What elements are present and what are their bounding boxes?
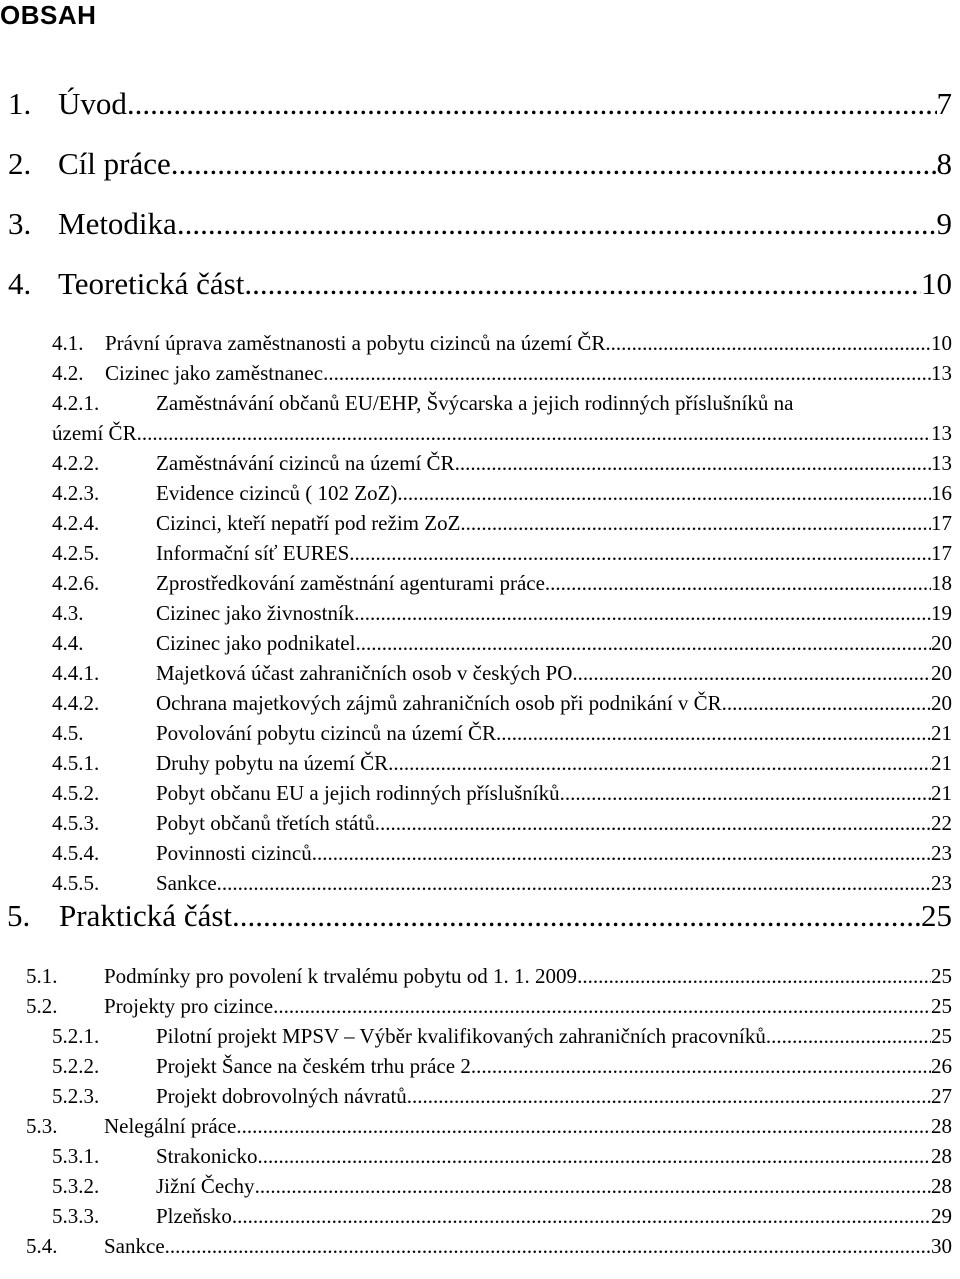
toc-entry[interactable] — [26, 963, 952, 990]
dot-leader — [273, 993, 931, 1020]
toc-entry-title: Praktická část — [59, 898, 233, 933]
toc-entry-number: 5. — [7, 898, 31, 933]
toc-entry-page-number: 27 — [931, 1084, 952, 1108]
toc-entry-number: 4.5.2. — [52, 781, 100, 805]
toc-entry-number: 4.5. — [52, 721, 84, 745]
toc-entry-page-number: 22 — [931, 811, 952, 835]
dot-leader — [232, 1203, 931, 1230]
dot-leader — [471, 1053, 931, 1080]
dot-leader — [375, 810, 931, 837]
dot-leader — [312, 840, 931, 867]
toc-entry[interactable] — [52, 420, 952, 447]
toc-entry-number: 4. — [8, 266, 32, 301]
toc-entry-title: Majetková účast zahraničních osob v českých PO — [156, 661, 573, 685]
dot-leader — [127, 85, 937, 122]
toc-entry-number: 4.5.4. — [52, 841, 100, 865]
toc-entry-number: 5.4. — [26, 1234, 58, 1258]
dot-leader — [397, 480, 931, 507]
toc-entry-title: Zprostředkování zaměstnání agenturami práce — [156, 571, 545, 595]
dot-leader — [355, 630, 931, 657]
toc-entry-page-number: 20 — [931, 661, 952, 685]
dot-leader — [165, 1233, 931, 1260]
toc-entry-page-number: 21 — [931, 751, 952, 775]
toc-entry-page-number: 10 — [921, 266, 952, 301]
toc-entry-page-number: 21 — [931, 781, 952, 805]
toc-entry[interactable] — [52, 600, 952, 627]
toc-entry-number: 3. — [8, 206, 32, 241]
dot-leader — [354, 600, 931, 627]
toc-entry[interactable] — [52, 630, 952, 657]
toc-entry-number: 5.1. — [26, 964, 58, 988]
toc-entry-title: Cizinec jako živnostník — [156, 601, 355, 625]
toc-entry-title: Sankce — [156, 871, 217, 895]
toc-entry-title: Informační síť EURES — [156, 541, 350, 565]
toc-entry-title: Plzeňsko — [156, 1204, 232, 1228]
dot-leader — [349, 540, 931, 567]
toc-entry-number: 5.3.1. — [52, 1144, 100, 1168]
toc-entry[interactable] — [8, 145, 952, 182]
dot-leader — [605, 330, 931, 357]
toc-entry-number: 4.4.2. — [52, 691, 100, 715]
toc-entry-page-number: 25 — [931, 964, 952, 988]
toc-entry[interactable] — [52, 1143, 952, 1170]
toc-entry-number: 4.5.1. — [52, 751, 100, 775]
toc-entry-title: Pobyt občanů třetích států — [156, 811, 375, 835]
dot-leader — [177, 205, 937, 242]
toc-entry[interactable] — [8, 205, 952, 242]
toc-entry-number: 4.2.5. — [52, 541, 100, 565]
toc-entry[interactable] — [8, 85, 952, 122]
toc-entry-page-number: 10 — [931, 331, 952, 355]
toc-entry-number: 4.2.1. — [52, 391, 100, 415]
toc-entry-number: 4.5.5. — [52, 871, 100, 895]
dot-leader — [232, 897, 921, 934]
toc-entry[interactable] — [52, 1203, 952, 1230]
toc-entry-title: Projekt dobrovolných návratů — [156, 1084, 407, 1108]
toc-entry-title: Cíl práce — [58, 146, 171, 181]
dot-leader — [217, 870, 931, 897]
toc-entry-number: 5.3.2. — [52, 1174, 100, 1198]
toc-entry[interactable] — [52, 840, 952, 867]
dot-leader — [407, 1083, 931, 1110]
toc-entry[interactable] — [52, 330, 952, 357]
toc-entry-number: 5.2.3. — [52, 1084, 100, 1108]
toc-entry[interactable] — [52, 510, 952, 537]
toc-entry-title: Povolování pobytu cizinců na území ČR — [156, 721, 497, 745]
toc-entry-title-continuation: území ČR — [52, 421, 137, 445]
dot-leader — [722, 690, 931, 717]
toc-entry-page-number: 9 — [936, 206, 952, 241]
toc-entry-page-number: 19 — [931, 601, 952, 625]
toc-entry-page-number: 28 — [931, 1114, 952, 1138]
toc-entry-title: Projekt Šance na českém trhu práce 2 — [156, 1054, 471, 1078]
toc-entry-title: Úvod — [58, 86, 127, 121]
toc-entry[interactable] — [52, 570, 952, 597]
toc-entry-number: 4.3. — [52, 601, 84, 625]
toc-entry[interactable] — [52, 810, 952, 837]
toc-entry-page-number: 29 — [931, 1204, 952, 1228]
dot-leader — [577, 963, 931, 990]
toc-entry-page-number: 13 — [931, 421, 952, 445]
toc-entry-title: Strakonicko — [156, 1144, 258, 1168]
toc-entry-title: Cizinec jako podnikatel — [156, 631, 356, 655]
toc-entry-number: 4.4.1. — [52, 661, 100, 685]
toc-entry-number: 5.2.1. — [52, 1024, 100, 1048]
toc-entry-title: Cizinec jako zaměstnanec — [105, 361, 324, 385]
toc-entry-page-number: 25 — [931, 1024, 952, 1048]
dot-leader — [545, 570, 931, 597]
toc-entry[interactable] — [52, 540, 952, 567]
toc-entry[interactable] — [52, 690, 952, 717]
toc-entry[interactable] — [7, 897, 952, 934]
toc-entry-page-number: 18 — [931, 571, 952, 595]
dot-leader — [766, 1023, 931, 1050]
dot-leader — [244, 265, 921, 302]
toc-entry[interactable] — [26, 1113, 952, 1140]
toc-entry-title: Evidence cizinců ( 102 ZoZ) — [156, 481, 398, 505]
toc-entry[interactable] — [52, 360, 952, 387]
dot-leader — [236, 1113, 931, 1140]
toc-entry-title: Druhy pobytu na území ČR — [156, 751, 389, 775]
toc-entry[interactable] — [52, 1023, 952, 1050]
dot-leader — [560, 780, 931, 807]
toc-entry-title: Pobyt občanu EU a jejich rodinných příslušníků — [156, 781, 560, 805]
dot-leader — [496, 720, 931, 747]
page-title: OBSAH — [0, 0, 97, 30]
toc-entry-page-number: 20 — [931, 691, 952, 715]
toc-entry-title: Nelegální práce — [104, 1114, 237, 1138]
toc-entry-number: 4.2.6. — [52, 571, 100, 595]
toc-entry-title: Podmínky pro povolení k trvalému pobytu od 1. 1. 2009 — [104, 964, 578, 988]
toc-entry-page-number: 28 — [931, 1174, 952, 1198]
dot-leader — [137, 420, 931, 447]
toc-entry[interactable] — [52, 780, 952, 807]
toc-entry-page-number: 25 — [921, 898, 952, 933]
toc-entry-number: 5.3.3. — [52, 1204, 100, 1228]
toc-entry[interactable] — [52, 660, 952, 687]
toc-entry-title: Právní úprava zaměstnanosti a pobytu cizinců na území ČR — [105, 331, 606, 355]
toc-entry-page-number: 16 — [931, 481, 952, 505]
toc-entry[interactable] — [52, 750, 952, 777]
toc-entry-number: 5.2. — [26, 994, 58, 1018]
toc-entry-page-number: 13 — [931, 451, 952, 475]
toc-entry[interactable] — [26, 1233, 952, 1260]
toc-entry-number: 5.2.2. — [52, 1054, 100, 1078]
toc-entry-page-number: 26 — [931, 1054, 952, 1078]
toc-entry-number: 4.1. — [52, 331, 84, 355]
toc-entry-title: Povinnosti cizinců — [156, 841, 312, 865]
dot-leader — [388, 750, 931, 777]
toc-entry-page-number: 28 — [931, 1144, 952, 1168]
toc-entry[interactable] — [52, 480, 952, 507]
dot-leader — [455, 450, 931, 477]
toc-entry[interactable] — [52, 1053, 952, 1080]
toc-entry-title: Zaměstnávání občanů EU/EHP, Švýcarska a jejich rodinných příslušníků na — [156, 391, 794, 415]
toc-entry-title: Ochrana majetkových zájmů zahraničních osob při podnikání v ČR — [156, 691, 722, 715]
dot-leader — [257, 1143, 931, 1170]
toc-entry[interactable] — [8, 265, 952, 302]
toc-entry-title: Pilotní projekt MPSV – Výběr kvalifikovaných zahraničních pracovníků — [156, 1024, 766, 1048]
toc-entry-title: Projekty pro cizince — [104, 994, 274, 1018]
toc-entry[interactable] — [26, 993, 952, 1020]
toc-entry-number: 4.5.3. — [52, 811, 100, 835]
toc-entry-page-number: 7 — [936, 86, 952, 121]
dot-leader — [572, 660, 931, 687]
toc-entry-page-number: 17 — [931, 541, 952, 565]
toc-entry[interactable] — [52, 1083, 952, 1110]
toc-entry-page-number: 30 — [931, 1234, 952, 1258]
dot-leader — [460, 510, 931, 537]
toc-entry-page-number: 23 — [931, 871, 952, 895]
toc-entry-page-number: 13 — [931, 361, 952, 385]
toc-entry-number: 4.4. — [52, 631, 84, 655]
toc-entry-title: Teoretická část — [58, 266, 245, 301]
toc-entry-title: Jižní Čechy — [156, 1174, 255, 1198]
toc-entry[interactable] — [52, 1173, 952, 1200]
toc-entry-page-number: 23 — [931, 841, 952, 865]
toc-entry-page-number: 8 — [936, 146, 952, 181]
dot-leader — [171, 145, 937, 182]
toc-entry-number: 4.2.2. — [52, 451, 100, 475]
toc-entry-number: 4.2.3. — [52, 481, 100, 505]
toc-entry-title: Zaměstnávání cizinců na území ČR — [156, 451, 455, 475]
toc-entry-title: Metodika — [58, 206, 177, 241]
toc-entry-number: 1. — [8, 86, 32, 121]
toc-entry[interactable] — [52, 720, 952, 747]
toc-entry-page-number: 21 — [931, 721, 952, 745]
toc-entry-page-number: 25 — [931, 994, 952, 1018]
toc-entry-title: Cizinci, kteří nepatří pod režim ZoZ — [156, 511, 461, 535]
toc-entry[interactable] — [52, 450, 952, 477]
toc-entry-title: Sankce — [104, 1234, 165, 1258]
toc-entry-page-number: 20 — [931, 631, 952, 655]
toc-entry[interactable] — [52, 870, 952, 897]
toc-entry-page-number: 17 — [931, 511, 952, 535]
toc-entry-number: 4.2.4. — [52, 511, 100, 535]
toc-entry-number: 2. — [8, 146, 32, 181]
toc-entry-number: 5.3. — [26, 1114, 58, 1138]
toc-entry-number: 4.2. — [52, 361, 84, 385]
toc-entry-first-line[interactable] — [52, 390, 793, 417]
dot-leader — [255, 1173, 931, 1200]
dot-leader — [323, 360, 931, 387]
